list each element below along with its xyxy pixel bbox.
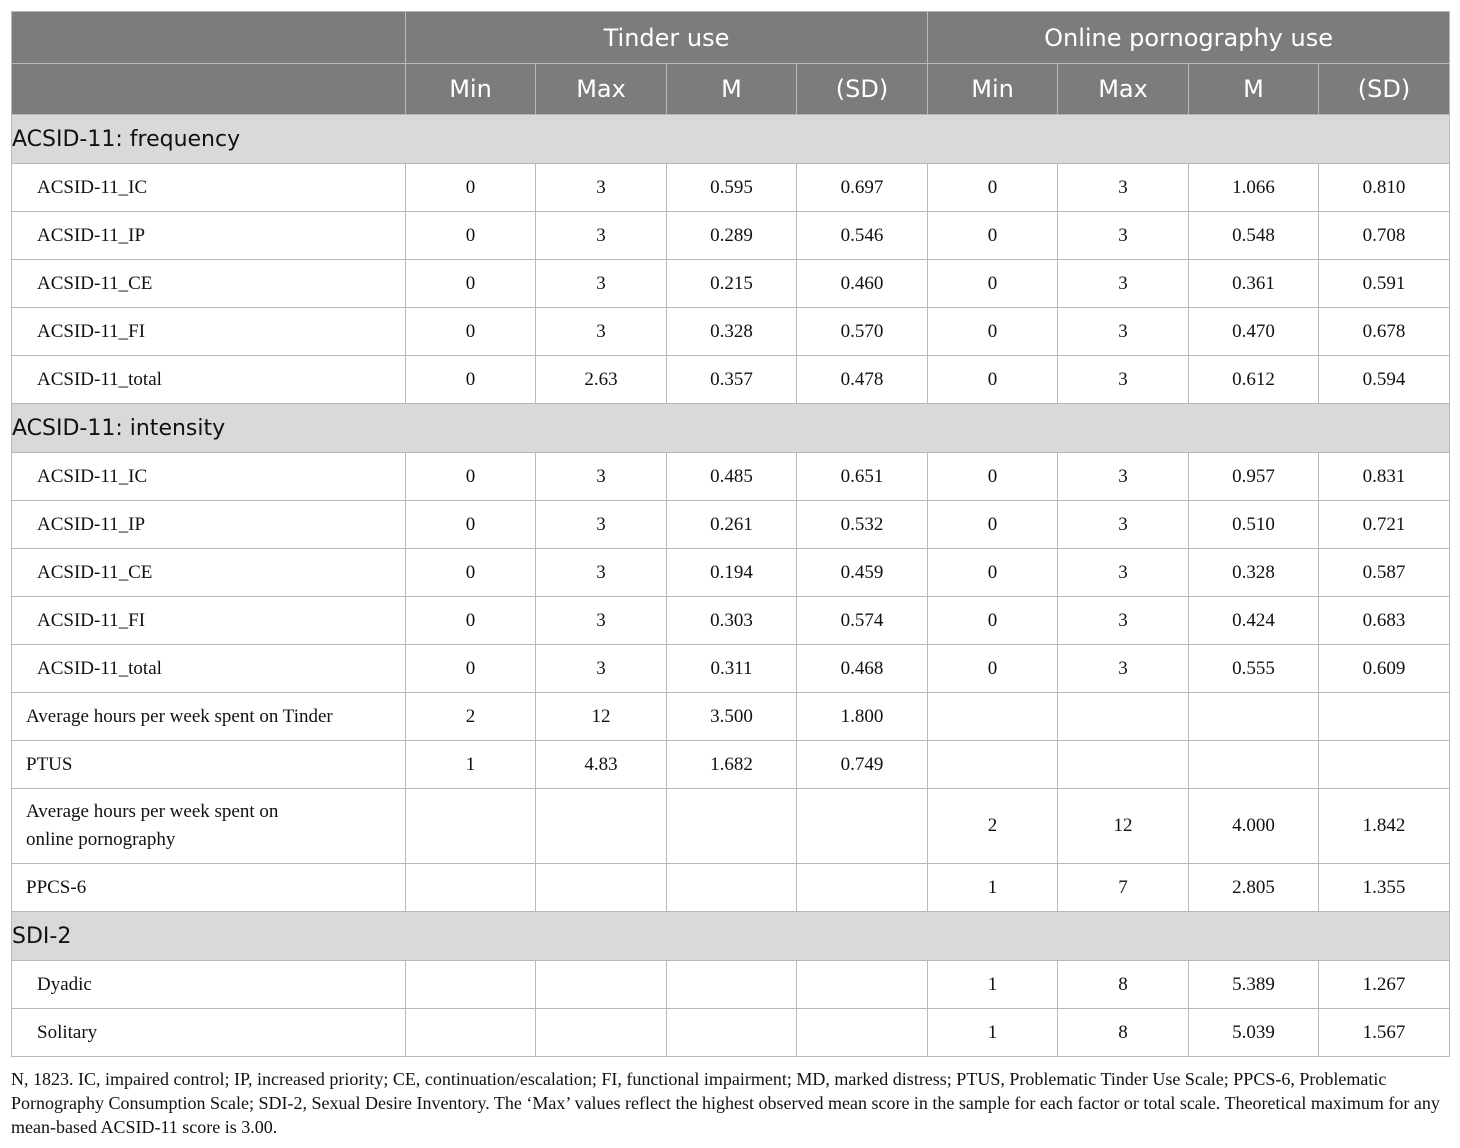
table-row (12, 453, 1450, 501)
column-header: Max (536, 64, 667, 115)
value-cell: 4.000 (1189, 789, 1319, 864)
value-cell: 0.424 (1189, 597, 1319, 645)
value-cell: 0 (928, 597, 1058, 645)
value-cell (536, 864, 667, 912)
value-cell: 0.357 (667, 356, 797, 404)
row-label: ACSID-11_total (12, 645, 406, 693)
value-cell: 0 (928, 260, 1058, 308)
value-cell: 0.570 (797, 308, 928, 356)
row-label: ACSID-11_FI (12, 597, 406, 645)
value-cell (536, 789, 667, 864)
value-cell: 0.697 (797, 164, 928, 212)
value-cell (667, 864, 797, 912)
value-cell: 3.500 (667, 693, 797, 741)
table-row (12, 961, 1450, 1009)
value-cell: 0.532 (797, 501, 928, 549)
value-cell: 0 (406, 260, 536, 308)
value-cell: 0 (928, 212, 1058, 260)
column-header: Min (928, 64, 1058, 115)
value-cell: 0.548 (1189, 212, 1319, 260)
value-cell: 1 (928, 864, 1058, 912)
value-cell: 1 (928, 1009, 1058, 1057)
table-row (12, 356, 1450, 404)
table-footnote: N, 1823. IC, impaired control; IP, increased priority; CE, continuation/escalation; FI, functional impairment; MD, marked distress; PTUS, Problematic Tinder Use Scale; PPCS-6, Problematic Pornography Consumption Scale; SDI-2, Sexual Desire Inventory. The ‘Max’ values reflect the highest observed mean score in the sample for each factor or total scale. Theoretical maximum for any mean-based ACSID-11 score is 3.00. (11, 1069, 1440, 1137)
value-cell: 3 (1058, 212, 1189, 260)
value-cell: 0.289 (667, 212, 797, 260)
value-cell: 0 (928, 645, 1058, 693)
value-cell: 2 (928, 789, 1058, 864)
row-label: PTUS (12, 741, 406, 789)
value-cell: 0 (928, 501, 1058, 549)
value-cell: 0 (928, 453, 1058, 501)
value-cell: 0.591 (1319, 260, 1450, 308)
table-row (12, 864, 1450, 912)
value-cell (1189, 741, 1319, 789)
value-cell: 0.478 (797, 356, 928, 404)
value-cell: 1 (406, 741, 536, 789)
table-row (12, 597, 1450, 645)
value-cell: 0.510 (1189, 501, 1319, 549)
column-header: M (667, 64, 797, 115)
value-cell: 1.682 (667, 741, 797, 789)
value-cell: 3 (1058, 501, 1189, 549)
value-cell: 3 (1058, 453, 1189, 501)
value-cell: 12 (1058, 789, 1189, 864)
value-cell: 3 (1058, 597, 1189, 645)
section-header-row (12, 912, 1450, 961)
value-cell: 3 (1058, 549, 1189, 597)
column-header: Min (406, 64, 536, 115)
value-cell: 0 (406, 645, 536, 693)
value-cell: 12 (536, 693, 667, 741)
row-label: ACSID-11_IP (12, 212, 406, 260)
table-row (12, 741, 1450, 789)
value-cell: 0.215 (667, 260, 797, 308)
value-cell: 0.594 (1319, 356, 1450, 404)
column-header: Max (1058, 64, 1189, 115)
column-header: M (1189, 64, 1319, 115)
value-cell (667, 1009, 797, 1057)
column-header: (SD) (1319, 64, 1450, 115)
value-cell (406, 1009, 536, 1057)
table-row (12, 308, 1450, 356)
table-container (11, 11, 1449, 1057)
value-cell: 3 (536, 260, 667, 308)
value-cell: 0.708 (1319, 212, 1450, 260)
value-cell: 0.612 (1189, 356, 1319, 404)
value-cell (928, 741, 1058, 789)
section-title: SDI-2 (12, 912, 1450, 961)
value-cell: 3 (1058, 356, 1189, 404)
value-cell: 5.039 (1189, 1009, 1319, 1057)
value-cell: 0 (406, 212, 536, 260)
table-row (12, 501, 1450, 549)
value-cell: 1.355 (1319, 864, 1450, 912)
value-cell: 1.066 (1189, 164, 1319, 212)
value-cell: 5.389 (1189, 961, 1319, 1009)
value-cell: 3 (536, 453, 667, 501)
value-cell: 0.303 (667, 597, 797, 645)
row-label: Dyadic (12, 961, 406, 1009)
value-cell: 2.63 (536, 356, 667, 404)
value-cell (1189, 693, 1319, 741)
value-cell: 8 (1058, 961, 1189, 1009)
value-cell (1319, 693, 1450, 741)
value-cell: 3 (1058, 164, 1189, 212)
row-label: PPCS-6 (12, 864, 406, 912)
section-header-row (12, 115, 1450, 164)
row-label: Average hours per week spent on online pornography (12, 789, 406, 864)
row-label: Average hours per week spent on Tinder (12, 693, 406, 741)
row-label: Solitary (12, 1009, 406, 1057)
value-cell: 4.83 (536, 741, 667, 789)
column-header: (SD) (797, 64, 928, 115)
value-cell: 0.595 (667, 164, 797, 212)
value-cell: 0 (928, 356, 1058, 404)
value-cell: 3 (536, 549, 667, 597)
value-cell: 0.311 (667, 645, 797, 693)
table-row (12, 1009, 1450, 1057)
section-title: ACSID-11: frequency (12, 115, 1450, 164)
value-cell: 0.328 (1189, 549, 1319, 597)
value-cell: 3 (536, 645, 667, 693)
table-row (12, 549, 1450, 597)
value-cell: 0.468 (797, 645, 928, 693)
value-cell: 0 (406, 308, 536, 356)
value-cell: 2.805 (1189, 864, 1319, 912)
table-row (12, 693, 1450, 741)
value-cell: 3 (536, 308, 667, 356)
value-cell (797, 789, 928, 864)
row-label: ACSID-11_IP (12, 501, 406, 549)
value-cell (1058, 693, 1189, 741)
value-cell: 0.810 (1319, 164, 1450, 212)
value-cell: 3 (536, 164, 667, 212)
value-cell: 1.267 (1319, 961, 1450, 1009)
value-cell: 7 (1058, 864, 1189, 912)
value-cell: 0.485 (667, 453, 797, 501)
table-row (12, 212, 1450, 260)
row-label: ACSID-11_CE (12, 260, 406, 308)
column-header-row (12, 64, 1450, 115)
value-cell: 3 (536, 597, 667, 645)
value-cell (667, 961, 797, 1009)
row-label: ACSID-11_total (12, 356, 406, 404)
value-cell: 0.749 (797, 741, 928, 789)
descriptive-statistics-table (11, 11, 1450, 1057)
table-body (12, 115, 1450, 1057)
group-header-pornography: Online pornography use (928, 12, 1450, 64)
table-row (12, 789, 1450, 864)
value-cell (406, 961, 536, 1009)
value-cell: 3 (536, 501, 667, 549)
row-label: ACSID-11_CE (12, 549, 406, 597)
row-label: ACSID-11_IC (12, 164, 406, 212)
value-cell: 0 (406, 501, 536, 549)
value-cell: 1.567 (1319, 1009, 1450, 1057)
value-cell: 0.609 (1319, 645, 1450, 693)
value-cell: 0.261 (667, 501, 797, 549)
value-cell: 1 (928, 961, 1058, 1009)
corner-header-cell (12, 64, 406, 115)
value-cell: 0.587 (1319, 549, 1450, 597)
value-cell: 0 (406, 549, 536, 597)
value-cell: 3 (1058, 260, 1189, 308)
value-cell: 3 (1058, 308, 1189, 356)
row-label: ACSID-11_FI (12, 308, 406, 356)
value-cell: 0.460 (797, 260, 928, 308)
value-cell: 0.194 (667, 549, 797, 597)
section-title: ACSID-11: intensity (12, 404, 1450, 453)
value-cell (667, 789, 797, 864)
value-cell: 8 (1058, 1009, 1189, 1057)
value-cell: 0 (406, 356, 536, 404)
value-cell: 0.470 (1189, 308, 1319, 356)
row-label: ACSID-11_IC (12, 453, 406, 501)
value-cell: 0.651 (797, 453, 928, 501)
group-header-row (12, 12, 1450, 64)
value-cell (797, 961, 928, 1009)
value-cell: 0.721 (1319, 501, 1450, 549)
value-cell: 0.459 (797, 549, 928, 597)
value-cell: 0.683 (1319, 597, 1450, 645)
value-cell: 0.328 (667, 308, 797, 356)
value-cell (797, 864, 928, 912)
value-cell (1319, 741, 1450, 789)
value-cell: 0.678 (1319, 308, 1450, 356)
value-cell: 0.555 (1189, 645, 1319, 693)
value-cell: 0.546 (797, 212, 928, 260)
table-row (12, 164, 1450, 212)
value-cell (928, 693, 1058, 741)
value-cell: 0 (928, 549, 1058, 597)
value-cell (1058, 741, 1189, 789)
section-header-row (12, 404, 1450, 453)
value-cell: 3 (1058, 645, 1189, 693)
table-row (12, 645, 1450, 693)
corner-header-cell (12, 12, 406, 64)
value-cell: 0.574 (797, 597, 928, 645)
value-cell: 0 (406, 453, 536, 501)
value-cell (536, 1009, 667, 1057)
value-cell: 0.957 (1189, 453, 1319, 501)
value-cell: 1.842 (1319, 789, 1450, 864)
value-cell: 0 (406, 164, 536, 212)
value-cell: 0 (928, 308, 1058, 356)
group-header-tinder: Tinder use (406, 12, 928, 64)
value-cell (406, 789, 536, 864)
value-cell: 1.800 (797, 693, 928, 741)
value-cell: 0.831 (1319, 453, 1450, 501)
value-cell: 3 (536, 212, 667, 260)
value-cell: 0 (928, 164, 1058, 212)
value-cell: 2 (406, 693, 536, 741)
value-cell (797, 1009, 928, 1057)
value-cell: 0.361 (1189, 260, 1319, 308)
value-cell: 0 (406, 597, 536, 645)
value-cell (536, 961, 667, 1009)
value-cell (406, 864, 536, 912)
table-row (12, 260, 1450, 308)
